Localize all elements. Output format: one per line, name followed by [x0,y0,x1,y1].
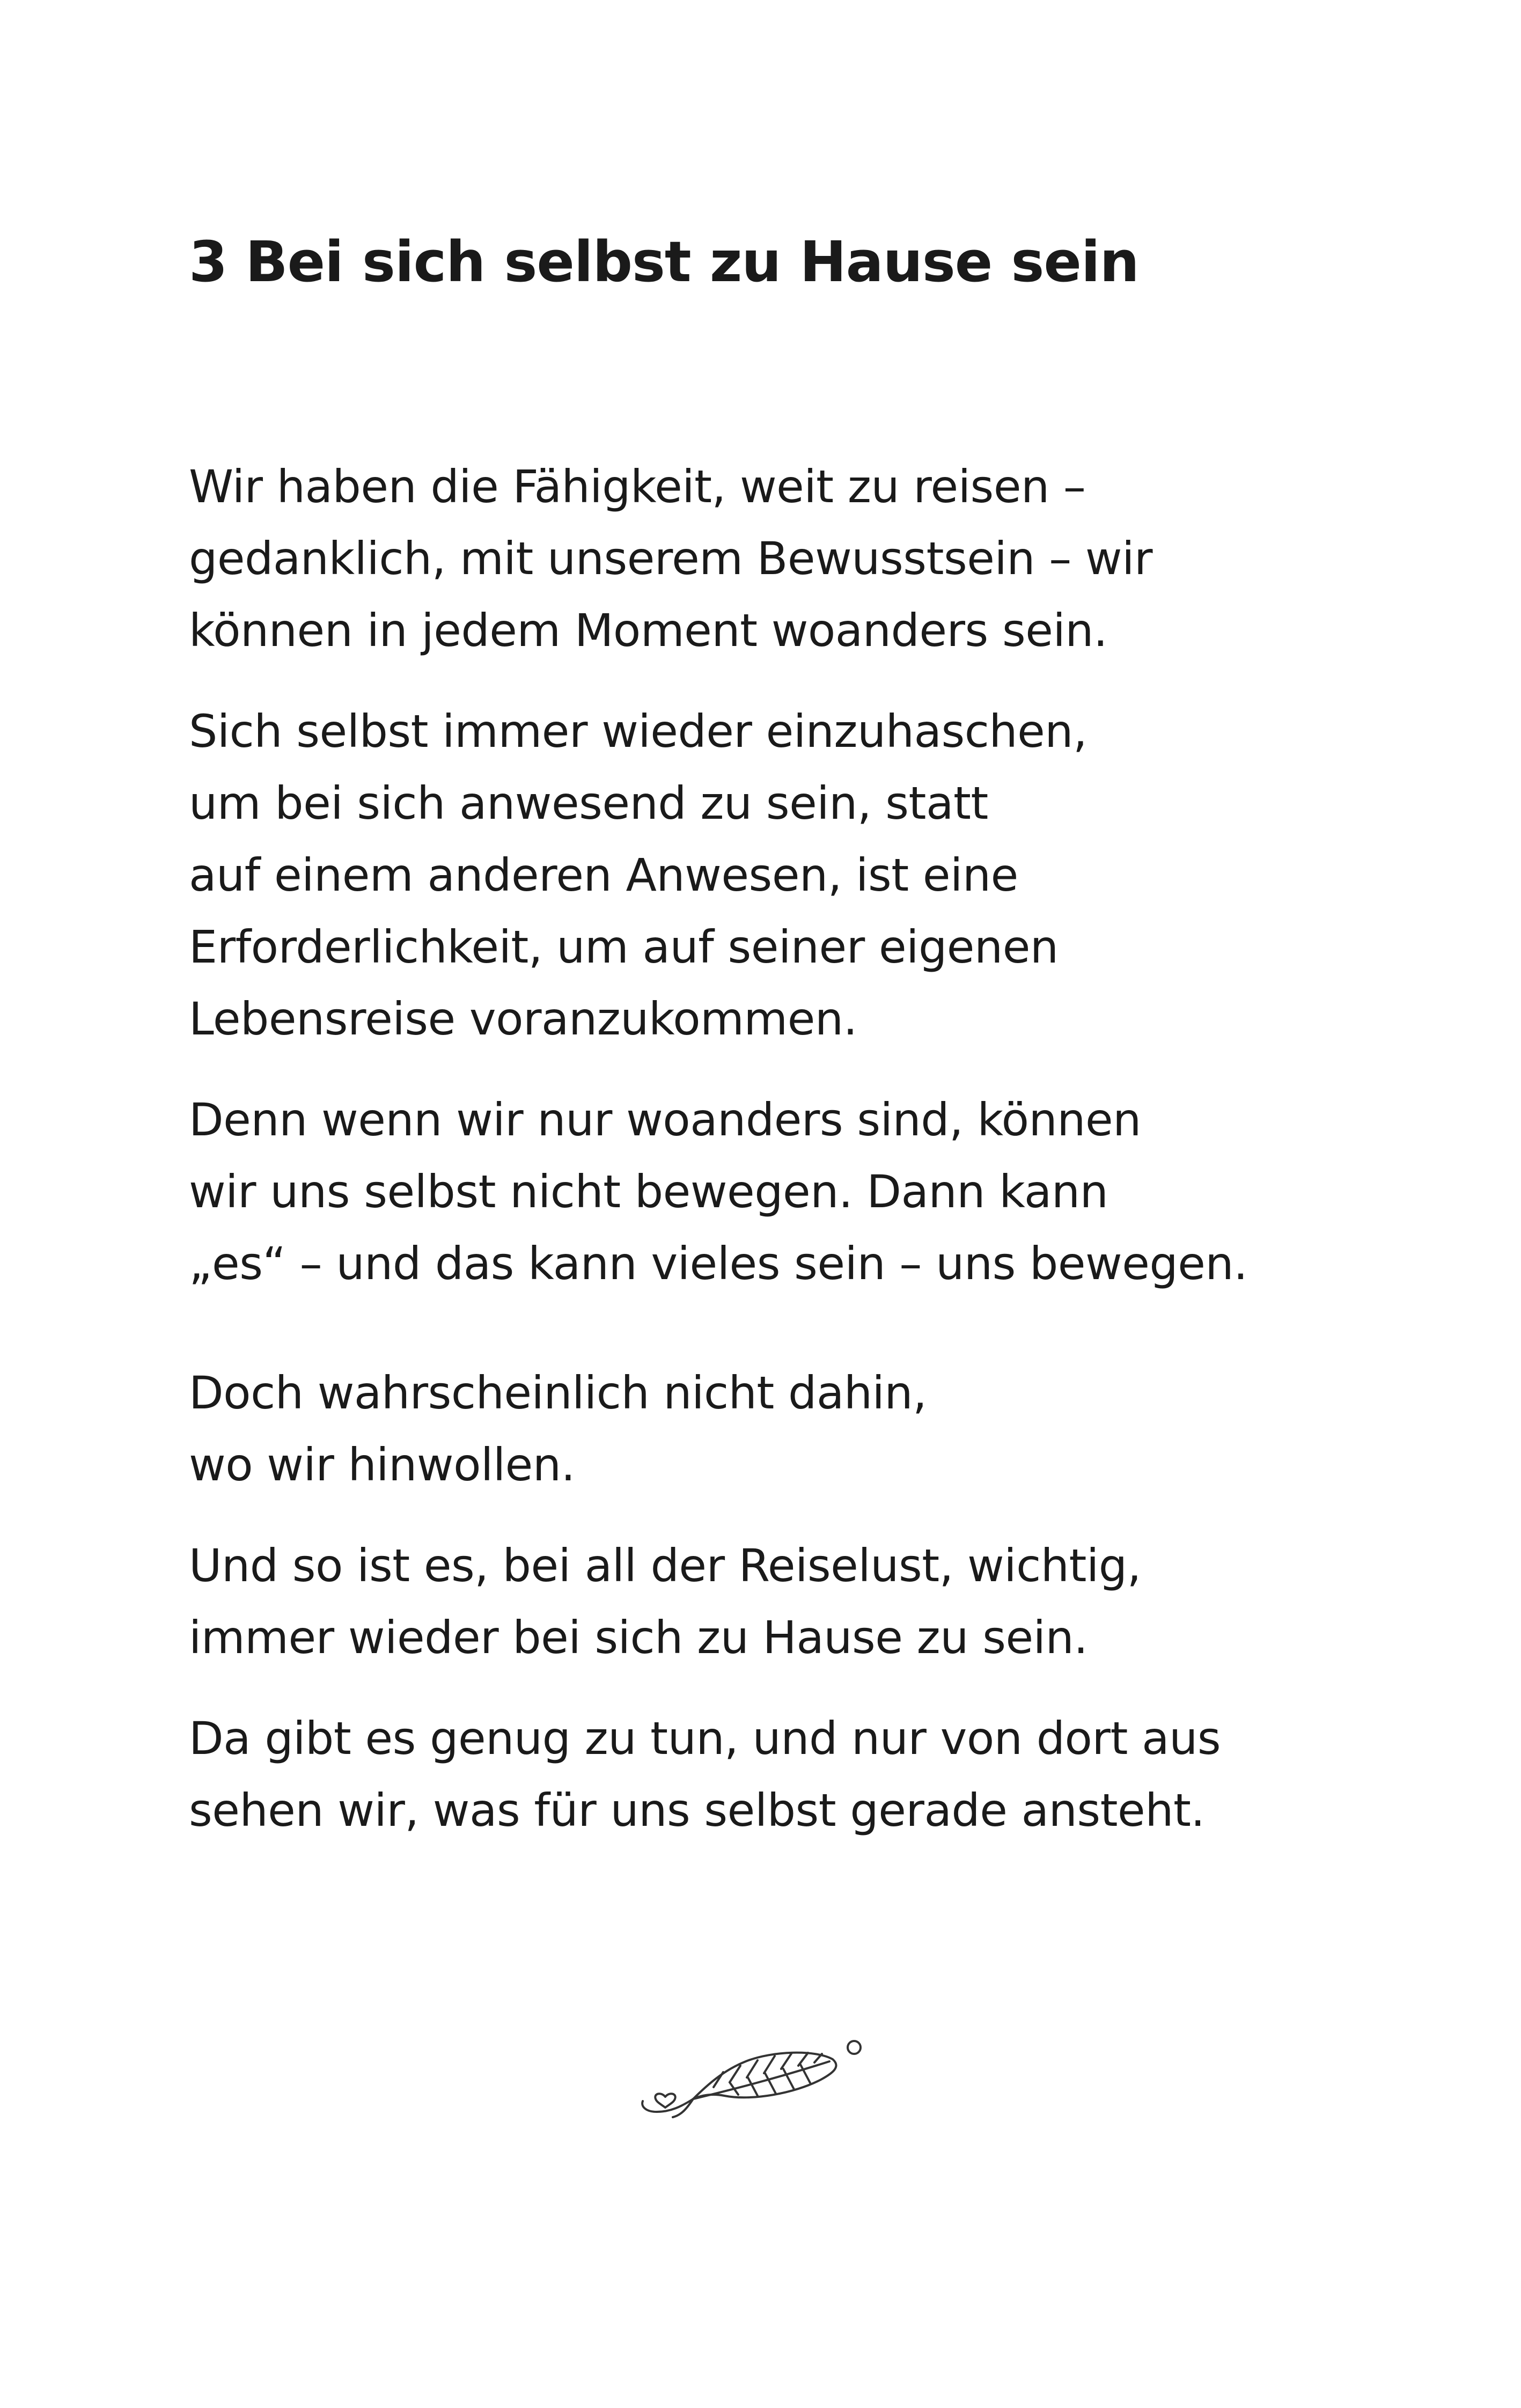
stanza-line: auf einem anderen Anwesen, ist eine [189,849,1018,901]
stanza-line: wir uns selbst nicht bewegen. Dann kann [189,1165,1108,1218]
stanza [189,1357,1369,1501]
stanza-line: Wir haben die Fähigkeit, weit zu reisen – [189,460,1086,513]
stanza-line: immer wieder bei sich zu Hause zu sein. [189,1611,1088,1664]
chapter-title [189,224,1139,299]
chapter-number: 3 [189,229,227,295]
stanza-line: Und so ist es, bei all der Reiselust, wichtig, [189,1539,1141,1592]
feather-heart-icon [633,2028,869,2135]
stanza [189,1530,1369,1673]
stanza-line: um bei sich anwesend zu sein, statt [189,777,988,829]
stanza-line: Sich selbst immer wieder einzuhaschen, [189,705,1088,758]
stanza [189,451,1369,666]
stanza-line: „es“ – und das kann vieles sein – uns bewegen. [189,1237,1248,1290]
stanza [189,695,1369,1055]
stanza-line: können in jedem Moment woanders sein. [189,604,1108,657]
chapter-title-text: Bei sich selbst zu Hause sein [245,229,1139,295]
poem-body [189,451,1369,1846]
stanza-line: sehen wir, was für uns selbst gerade ansteht. [189,1784,1205,1837]
stanza-line: Da gibt es genug zu tun, und nur von dort aus [189,1712,1221,1765]
stanza-line: gedanklich, mit unserem Bewusstsein – wir [189,532,1152,585]
stanza-line: wo wir hinwollen. [189,1438,575,1491]
stanza [189,1084,1369,1300]
stanza-line: Lebensreise voranzukommen. [189,993,857,1045]
stanza-line: Denn wenn wir nur woanders sind, können [189,1093,1141,1146]
stanza-line: Erforderlichkeit, um auf seiner eigenen [189,921,1059,973]
stanza [189,1702,1369,1846]
stanza-line: Doch wahrscheinlich nicht dahin, [189,1367,927,1419]
